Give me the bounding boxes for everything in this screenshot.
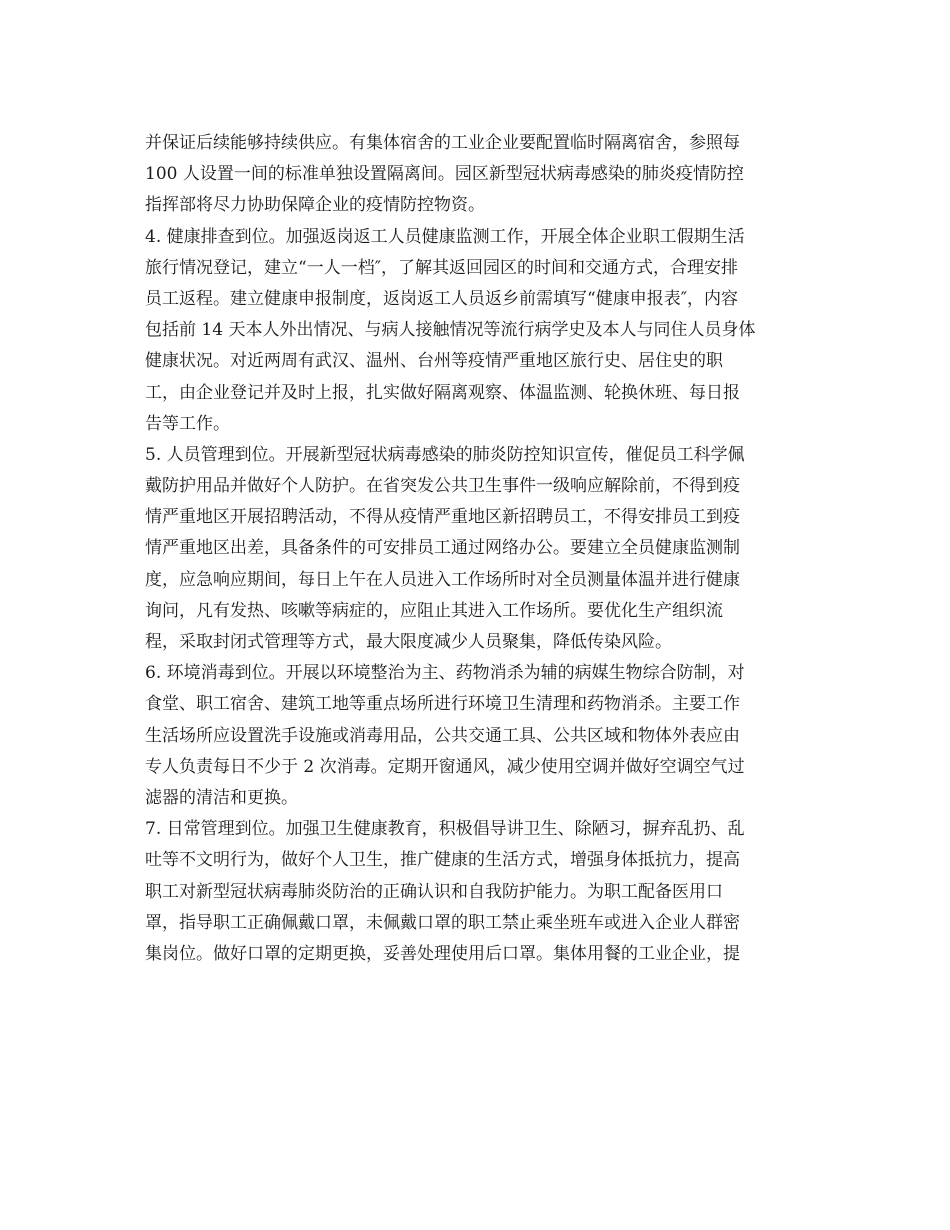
text-line: 生活场所应设置洗手设施或消毒用品，公共交通工具、公共区域和物体外表应由 bbox=[145, 725, 740, 746]
text-line: 戴防护用品并做好个人防护。在省突发公共卫生事件一级响应解除前，不得到疫 bbox=[145, 476, 740, 497]
text-line: 度，应急响应期间，每日上午在人员进入工作场所时对全员测量体温并进行健康 bbox=[145, 569, 740, 590]
text-line: 情严重地区出差，具备条件的可安排员工通过网络办公。要建立全员健康监测制 bbox=[145, 538, 740, 559]
text-line: 职工对新型冠状病毒肺炎防治的正确认识和自我防护能力。为职工配备医用口 bbox=[145, 881, 723, 902]
text-line: 工，由企业登记并及时上报，扎实做好隔离观察、体温监测、轮换休班、每日报 bbox=[145, 382, 740, 403]
text-line: 询问，凡有发热、咳嗽等病症的，应阻止其进入工作场所。要优化生产组织流 bbox=[145, 600, 723, 621]
text-line: 吐等不文明行为，做好个人卫生，推广健康的生活方式，增强身体抵抗力，提高 bbox=[145, 850, 740, 871]
text-line: 指挥部将尽力协助保障企业的疫情防控物资。 bbox=[145, 195, 485, 216]
text-line: 4. 健康排查到位。加强返岗返工人员健康监测工作，开展全体企业职工假期生活 bbox=[145, 226, 745, 247]
text-line: 100 人设置一间的标准单独设置隔离间。园区新型冠状病毒感染的肺炎疫情防控 bbox=[145, 164, 744, 185]
text-line: 5. 人员管理到位。开展新型冠状病毒感染的肺炎防控知识宣传，催促员工科学佩 bbox=[145, 444, 745, 465]
text-line: 旅行情况登记，建立“一人一档″，了解其返回园区的时间和交通方式，合理安排 bbox=[145, 257, 739, 278]
text-line: 情严重地区开展招聘活动，不得从疫情严重地区新招聘员工，不得安排员工到疫 bbox=[145, 507, 740, 528]
text-line: 罩，指导职工正确佩戴口罩，未佩戴口罩的职工禁止乘坐班车或进入企业人群密 bbox=[145, 912, 740, 933]
text-line: 7. 日常管理到位。加强卫生健康教育，积极倡导讲卫生、除陋习，摒弃乱扔、乱 bbox=[145, 819, 745, 840]
text-line: 食堂、职工宿舍、建筑工地等重点场所进行环境卫生清理和药物消杀。主要工作 bbox=[145, 694, 740, 715]
text-line: 并保证后续能够持续供应。有集体宿舍的工业企业要配置临时隔离宿舍，参照每 bbox=[145, 133, 740, 153]
text-line: 专人负责每日不少于 2 次消毒。定期开窗通风，减少使用空调并做好空调空气过 bbox=[145, 756, 745, 777]
text-line: 程，采取封闭式管理等方式，最大限度减少人员聚集，降低传染风险。 bbox=[145, 632, 672, 652]
text-line: 6. 环境消毒到位。开展以环境整治为主、药物消杀为辅的病媒生物综合防制，对 bbox=[145, 663, 745, 684]
text-line: 告等工作。 bbox=[145, 413, 230, 434]
text-line: 员工返程。建立健康申报制度，返岗返工人员返乡前需填写“健康申报表″，内容 bbox=[145, 288, 739, 309]
text-line: 健康状况。对近两周有武汉、温州、台州等疫情严重地区旅行史、居住史的职 bbox=[145, 351, 723, 372]
text-line: 集岗位。做好口罩的定期更换，妥善处理使用后口罩。集体用餐的工业企业，提 bbox=[145, 943, 740, 964]
text-line: 包括前 14 天本人外出情况、与病人接触情况等流行病学史及本人与同住人员身体 bbox=[145, 320, 756, 341]
document-body bbox=[145, 128, 810, 970]
text-line: 滤器的清洁和更换。 bbox=[145, 787, 298, 808]
